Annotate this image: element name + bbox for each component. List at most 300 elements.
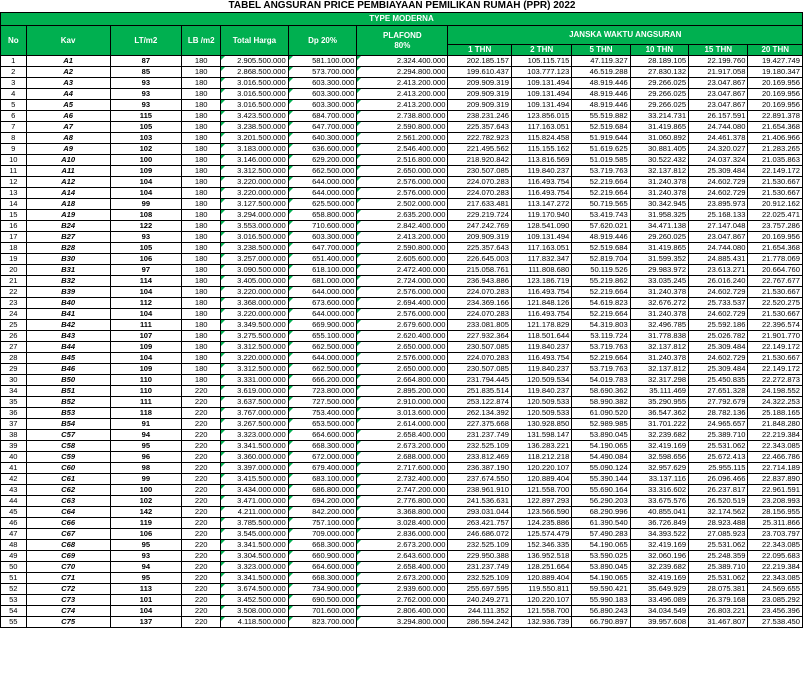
cell-y20: 21.778.069 xyxy=(748,254,803,265)
cell-y5: 53.890.045 xyxy=(572,430,630,441)
cell-plafond: 2.605.600.000 xyxy=(357,254,448,265)
cell-total: 3.674.500.000 xyxy=(221,584,289,595)
cell-y10: 34.034.549 xyxy=(630,606,688,617)
cell-y10: 39.957.608 xyxy=(630,617,688,628)
cell-lt: 95 xyxy=(110,573,182,584)
cell-kav: B54 xyxy=(26,419,110,430)
cell-y1: 238.231.246 xyxy=(448,111,511,122)
cell-y2: 109.131.494 xyxy=(511,100,571,111)
cell-total: 3.146.000.000 xyxy=(221,155,289,166)
cell-plafond: 3.013.600.000 xyxy=(357,408,448,419)
cell-plafond: 2.590.800.000 xyxy=(357,122,448,133)
cell-y2: 103.777.123 xyxy=(511,67,571,78)
cell-no: 46 xyxy=(1,518,27,529)
cell-y1: 209.909.319 xyxy=(448,100,511,111)
cell-y1: 231.794.445 xyxy=(448,375,511,386)
cell-y1: 251.835.514 xyxy=(448,386,511,397)
cell-plafond: 2.673.200.000 xyxy=(357,573,448,584)
cell-lt: 110 xyxy=(110,375,182,386)
cell-y15: 28.075.381 xyxy=(689,584,748,595)
cell-no: 4 xyxy=(1,89,27,100)
cell-y2: 119.170.940 xyxy=(511,210,571,221)
table-row xyxy=(1,507,803,518)
cell-total: 3.415.500.000 xyxy=(221,474,289,485)
table-row xyxy=(1,100,803,111)
table-row xyxy=(1,408,803,419)
plafond-label: PLAFOND xyxy=(383,30,422,40)
cell-y2: 121.558.700 xyxy=(511,606,571,617)
cell-plafond: 2.679.600.000 xyxy=(357,320,448,331)
cell-no: 52 xyxy=(1,584,27,595)
cell-plafond: 2.576.000.000 xyxy=(357,287,448,298)
cell-lb: 220 xyxy=(182,584,221,595)
cell-dp: 647.700.000 xyxy=(288,243,357,254)
cell-plafond: 2.776.800.000 xyxy=(357,496,448,507)
cell-y2: 120.509.533 xyxy=(511,397,571,408)
cell-y5: 61.090.520 xyxy=(572,408,630,419)
cell-total: 3.397.000.000 xyxy=(221,463,289,474)
cell-no: 27 xyxy=(1,342,27,353)
cell-y1: 234.369.166 xyxy=(448,298,511,309)
cell-plafond: 2.516.800.000 xyxy=(357,155,448,166)
cell-no: 51 xyxy=(1,573,27,584)
cell-lt: 99 xyxy=(110,199,182,210)
cell-dp: 683.100.000 xyxy=(288,474,357,485)
cell-y15: 24.602.729 xyxy=(689,188,748,199)
cell-total: 3.323.000.000 xyxy=(221,430,289,441)
cell-lb: 180 xyxy=(182,364,221,375)
cell-y10: 29.983.972 xyxy=(630,265,688,276)
cell-lb: 180 xyxy=(182,188,221,199)
cell-plafond: 2.561.200.000 xyxy=(357,133,448,144)
cell-dp: 658.800.000 xyxy=(288,210,357,221)
cell-dp: 664.600.000 xyxy=(288,430,357,441)
cell-total: 3.238.500.000 xyxy=(221,243,289,254)
cell-y10: 32.419.169 xyxy=(630,441,688,452)
cell-y15: 25.309.484 xyxy=(689,166,748,177)
cell-dp: 651.400.000 xyxy=(288,254,357,265)
cell-y2: 122.897.293 xyxy=(511,496,571,507)
cell-y2: 131.598.147 xyxy=(511,430,571,441)
cell-y15: 24.744.080 xyxy=(689,243,748,254)
cell-y5: 55.219.862 xyxy=(572,276,630,287)
cell-y1: 232.525.109 xyxy=(448,441,511,452)
cell-y1: 226.645.003 xyxy=(448,254,511,265)
cell-y1: 227.375.668 xyxy=(448,419,511,430)
table-row xyxy=(1,122,803,133)
cell-dp: 662.500.000 xyxy=(288,166,357,177)
cell-dp: 644.000.000 xyxy=(288,287,357,298)
cell-lt: 104 xyxy=(110,188,182,199)
cell-y20: 22.343.085 xyxy=(748,573,803,584)
cell-plafond: 2.576.000.000 xyxy=(357,309,448,320)
cell-no: 55 xyxy=(1,617,27,628)
cell-y20: 22.767.677 xyxy=(748,276,803,287)
cell-total: 3.312.500.000 xyxy=(221,166,289,177)
cell-y5: 66.790.897 xyxy=(572,617,630,628)
cell-lt: 113 xyxy=(110,584,182,595)
cell-y20: 22.891.378 xyxy=(748,111,803,122)
cell-y1: 231.237.749 xyxy=(448,562,511,573)
cell-y2: 119.840.237 xyxy=(511,342,571,353)
cell-y5: 55.390.144 xyxy=(572,474,630,485)
cell-lt: 122 xyxy=(110,221,182,232)
cell-total: 3.267.500.000 xyxy=(221,419,289,430)
cell-y15: 25.531.062 xyxy=(689,573,748,584)
cell-y1: 237.674.550 xyxy=(448,474,511,485)
cell-y1: 230.507.085 xyxy=(448,342,511,353)
cell-lb: 220 xyxy=(182,485,221,496)
cell-y15: 21.917.058 xyxy=(689,67,748,78)
cell-y15: 25.389.710 xyxy=(689,562,748,573)
cell-y5: 53.419.743 xyxy=(572,210,630,221)
cell-y1: 236.387.190 xyxy=(448,463,511,474)
cell-dp: 710.600.000 xyxy=(288,221,357,232)
cell-y2: 120.889.404 xyxy=(511,474,571,485)
table-row xyxy=(1,562,803,573)
table-row xyxy=(1,144,803,155)
cell-y20: 20.664.760 xyxy=(748,265,803,276)
cell-y15: 27.651.328 xyxy=(689,386,748,397)
cell-lt: 91 xyxy=(110,419,182,430)
cell-y10: 32.137.812 xyxy=(630,342,688,353)
table-row xyxy=(1,529,803,540)
cell-lb: 220 xyxy=(182,430,221,441)
cell-total: 3.016.500.000 xyxy=(221,100,289,111)
cell-no: 39 xyxy=(1,441,27,452)
cell-y1: 230.507.085 xyxy=(448,364,511,375)
cell-lt: 104 xyxy=(110,287,182,298)
cell-kav: A12 xyxy=(26,177,110,188)
cell-lb: 180 xyxy=(182,210,221,221)
col-header-jangka: JANSKA WAKTU ANGSURAN xyxy=(448,26,803,45)
cell-no: 24 xyxy=(1,309,27,320)
cell-kav: B39 xyxy=(26,287,110,298)
cell-y10: 31.240.378 xyxy=(630,188,688,199)
cell-y1: 233.812.469 xyxy=(448,452,511,463)
cell-plafond: 2.939.600.000 xyxy=(357,584,448,595)
table-row xyxy=(1,551,803,562)
cell-lt: 142 xyxy=(110,507,182,518)
cell-y5: 50.719.565 xyxy=(572,199,630,210)
cell-y15: 25.248.359 xyxy=(689,551,748,562)
cell-y1: 217.633.481 xyxy=(448,199,511,210)
cell-y20: 21.530.667 xyxy=(748,287,803,298)
cell-y20: 22.520.275 xyxy=(748,298,803,309)
cell-lt: 95 xyxy=(110,540,182,551)
cell-lt: 87 xyxy=(110,56,182,67)
cell-y2: 118.212.218 xyxy=(511,452,571,463)
cell-lt: 93 xyxy=(110,551,182,562)
cell-kav: C58 xyxy=(26,441,110,452)
cell-y15: 27.792.679 xyxy=(689,397,748,408)
cell-y1: 218.920.842 xyxy=(448,155,511,166)
cell-y2: 109.131.494 xyxy=(511,232,571,243)
cell-y2: 115.824.458 xyxy=(511,133,571,144)
cell-lb: 180 xyxy=(182,100,221,111)
cell-y15: 24.965.657 xyxy=(689,419,748,430)
cell-y1: 230.507.085 xyxy=(448,166,511,177)
cell-total: 3.423.500.000 xyxy=(221,111,289,122)
cell-y20: 22.343.085 xyxy=(748,441,803,452)
table-row xyxy=(1,496,803,507)
cell-plafond: 2.576.000.000 xyxy=(357,188,448,199)
cell-dp: 679.400.000 xyxy=(288,463,357,474)
cell-y15: 23.047.867 xyxy=(689,89,748,100)
cell-y2: 116.493.754 xyxy=(511,309,571,320)
cell-y15: 24.037.324 xyxy=(689,155,748,166)
cell-lb: 220 xyxy=(182,595,221,606)
cell-no: 10 xyxy=(1,155,27,166)
cell-total: 3.016.500.000 xyxy=(221,89,289,100)
cell-y20: 25.311.866 xyxy=(748,518,803,529)
cell-lb: 220 xyxy=(182,507,221,518)
table-row xyxy=(1,617,803,628)
cell-no: 12 xyxy=(1,177,27,188)
table-row xyxy=(1,375,803,386)
cell-y2: 121.848.126 xyxy=(511,298,571,309)
cell-total: 3.323.000.000 xyxy=(221,562,289,573)
cell-y5: 53.719.763 xyxy=(572,342,630,353)
cell-y15: 25.531.062 xyxy=(689,441,748,452)
cell-no: 45 xyxy=(1,507,27,518)
cell-no: 48 xyxy=(1,540,27,551)
cell-lb: 180 xyxy=(182,122,221,133)
cell-y15: 24.602.729 xyxy=(689,287,748,298)
table-row xyxy=(1,540,803,551)
cell-y20: 21.654.368 xyxy=(748,243,803,254)
cell-y1: 244.111.352 xyxy=(448,606,511,617)
cell-no: 29 xyxy=(1,364,27,375)
cell-dp: 668.300.000 xyxy=(288,540,357,551)
cell-plafond: 2.650.000.000 xyxy=(357,364,448,375)
cell-kav: A10 xyxy=(26,155,110,166)
cell-y5: 47.119.327 xyxy=(572,56,630,67)
cell-y5: 53.590.025 xyxy=(572,551,630,562)
table-row xyxy=(1,177,803,188)
cell-y2: 109.131.494 xyxy=(511,78,571,89)
cell-y15: 24.744.080 xyxy=(689,122,748,133)
cell-y5: 53.119.724 xyxy=(572,331,630,342)
cell-y2: 152.346.335 xyxy=(511,540,571,551)
cell-y10: 32.317.298 xyxy=(630,375,688,386)
cell-lb: 180 xyxy=(182,287,221,298)
cell-dp: 701.600.000 xyxy=(288,606,357,617)
cell-kav: B28 xyxy=(26,243,110,254)
cell-lt: 112 xyxy=(110,298,182,309)
cell-total: 3.619.000.000 xyxy=(221,386,289,397)
cell-total: 2.868.500.000 xyxy=(221,67,289,78)
cell-dp: 723.800.000 xyxy=(288,386,357,397)
cell-y20: 20.169.956 xyxy=(748,232,803,243)
cell-y1: 232.525.109 xyxy=(448,573,511,584)
cell-y10: 34.471.138 xyxy=(630,221,688,232)
cell-y1: 232.525.109 xyxy=(448,540,511,551)
cell-lt: 94 xyxy=(110,430,182,441)
cell-plafond: 2.688.000.000 xyxy=(357,452,448,463)
cell-total: 3.312.500.000 xyxy=(221,342,289,353)
cell-y5: 53.719.763 xyxy=(572,364,630,375)
cell-y15: 28.782.136 xyxy=(689,408,748,419)
cell-lb: 220 xyxy=(182,617,221,628)
cell-kav: C63 xyxy=(26,496,110,507)
cell-y10: 29.260.025 xyxy=(630,232,688,243)
cell-dp: 644.000.000 xyxy=(288,188,357,199)
col-header-20thn: 20 THN xyxy=(748,45,803,56)
cell-plafond: 2.635.200.000 xyxy=(357,210,448,221)
cell-dp: 668.300.000 xyxy=(288,573,357,584)
cell-no: 5 xyxy=(1,100,27,111)
cell-plafond: 2.576.000.000 xyxy=(357,177,448,188)
cell-y20: 22.837.890 xyxy=(748,474,803,485)
cell-kav: C66 xyxy=(26,518,110,529)
cell-no: 36 xyxy=(1,408,27,419)
cell-y20: 23.757.286 xyxy=(748,221,803,232)
cell-plafond: 2.650.000.000 xyxy=(357,342,448,353)
cell-y2: 119.840.237 xyxy=(511,386,571,397)
cell-y5: 56.890.243 xyxy=(572,606,630,617)
cell-plafond: 2.413.200.000 xyxy=(357,78,448,89)
cell-lb: 180 xyxy=(182,221,221,232)
cell-plafond: 2.910.000.000 xyxy=(357,397,448,408)
cell-y20: 20.912.162 xyxy=(748,199,803,210)
cell-dp: 603.300.000 xyxy=(288,89,357,100)
cell-y15: 22.199.760 xyxy=(689,56,748,67)
cell-y2: 116.493.754 xyxy=(511,177,571,188)
cell-no: 18 xyxy=(1,243,27,254)
cell-y1: 238.961.910 xyxy=(448,485,511,496)
cell-y1: 255.697.595 xyxy=(448,584,511,595)
cell-kav: C74 xyxy=(26,606,110,617)
table-row xyxy=(1,595,803,606)
cell-y5: 58.990.382 xyxy=(572,397,630,408)
cell-lb: 180 xyxy=(182,78,221,89)
cell-dp: 581.100.000 xyxy=(288,56,357,67)
cell-y2: 128.541.090 xyxy=(511,221,571,232)
cell-total: 4.118.500.000 xyxy=(221,617,289,628)
table-row xyxy=(1,254,803,265)
cell-y1: 199.610.437 xyxy=(448,67,511,78)
table-row xyxy=(1,485,803,496)
cell-y5: 55.090.124 xyxy=(572,463,630,474)
cell-y20: 23.703.797 xyxy=(748,529,803,540)
cell-y1: 224.070.283 xyxy=(448,353,511,364)
cell-plafond: 2.472.400.000 xyxy=(357,265,448,276)
cell-plafond: 2.738.800.000 xyxy=(357,111,448,122)
cell-y15: 26.520.519 xyxy=(689,496,748,507)
cell-lt: 111 xyxy=(110,397,182,408)
cell-y15: 25.672.413 xyxy=(689,452,748,463)
plafond-percent: 80% xyxy=(394,40,411,50)
cell-y20: 21.530.667 xyxy=(748,309,803,320)
cell-dp: 686.800.000 xyxy=(288,485,357,496)
cell-y1: 241.536.631 xyxy=(448,496,511,507)
cell-lt: 115 xyxy=(110,111,182,122)
table-row xyxy=(1,320,803,331)
cell-dp: 640.300.000 xyxy=(288,133,357,144)
cell-no: 35 xyxy=(1,397,27,408)
table-row xyxy=(1,89,803,100)
cell-y2: 116.493.754 xyxy=(511,287,571,298)
cell-y10: 31.419.865 xyxy=(630,122,688,133)
table-row xyxy=(1,430,803,441)
cell-kav: A18 xyxy=(26,199,110,210)
cell-y1: 209.909.319 xyxy=(448,89,511,100)
cell-y2: 119.550.811 xyxy=(511,584,571,595)
cell-y5: 51.919.644 xyxy=(572,133,630,144)
col-header-2thn: 2 THN xyxy=(511,45,571,56)
cell-kav: C75 xyxy=(26,617,110,628)
table-row xyxy=(1,188,803,199)
cell-y2: 136.283.221 xyxy=(511,441,571,452)
cell-no: 44 xyxy=(1,496,27,507)
cell-plafond: 2.762.000.000 xyxy=(357,595,448,606)
cell-total: 3.360.000.000 xyxy=(221,452,289,463)
cell-lt: 111 xyxy=(110,320,182,331)
cell-y5: 51.619.625 xyxy=(572,144,630,155)
cell-y15: 25.592.186 xyxy=(689,320,748,331)
cell-lt: 109 xyxy=(110,166,182,177)
cell-y5: 54.019.783 xyxy=(572,375,630,386)
cell-y15: 24.602.729 xyxy=(689,309,748,320)
table-row xyxy=(1,584,803,595)
cell-no: 47 xyxy=(1,529,27,540)
cell-y5: 48.919.446 xyxy=(572,78,630,89)
cell-total: 3.220.000.000 xyxy=(221,188,289,199)
cell-no: 38 xyxy=(1,430,27,441)
cell-y10: 30.522.432 xyxy=(630,155,688,166)
table-body xyxy=(1,56,803,628)
cell-plafond: 2.546.400.000 xyxy=(357,144,448,155)
cell-y20: 22.714.189 xyxy=(748,463,803,474)
cell-y5: 46.519.288 xyxy=(572,67,630,78)
cell-kav: C60 xyxy=(26,463,110,474)
cell-lt: 94 xyxy=(110,562,182,573)
cell-y15: 25.955.115 xyxy=(689,463,748,474)
cell-total: 4.211.000.000 xyxy=(221,507,289,518)
cell-no: 50 xyxy=(1,562,27,573)
cell-y5: 53.890.045 xyxy=(572,562,630,573)
cell-no: 40 xyxy=(1,452,27,463)
cell-total: 3.341.500.000 xyxy=(221,573,289,584)
cell-lt: 93 xyxy=(110,78,182,89)
cell-no: 6 xyxy=(1,111,27,122)
cell-y10: 32.496.785 xyxy=(630,320,688,331)
cell-y1: 247.242.769 xyxy=(448,221,511,232)
cell-no: 23 xyxy=(1,298,27,309)
cell-y15: 24.602.729 xyxy=(689,177,748,188)
cell-kav: B46 xyxy=(26,364,110,375)
cell-total: 3.767.000.000 xyxy=(221,408,289,419)
table-row xyxy=(1,111,803,122)
cell-dp: 629.200.000 xyxy=(288,155,357,166)
cell-y10: 31.060.892 xyxy=(630,133,688,144)
cell-y1: 224.070.283 xyxy=(448,188,511,199)
cell-y15: 26.379.168 xyxy=(689,595,748,606)
cell-plafond: 2.717.600.000 xyxy=(357,463,448,474)
cell-dp: 668.300.000 xyxy=(288,441,357,452)
cell-y15: 24.885.431 xyxy=(689,254,748,265)
cell-total: 3.294.000.000 xyxy=(221,210,289,221)
cell-plafond: 2.836.000.000 xyxy=(357,529,448,540)
cell-y10: 32.137.812 xyxy=(630,364,688,375)
cell-y20: 23.208.993 xyxy=(748,496,803,507)
cell-dp: 734.900.000 xyxy=(288,584,357,595)
cell-lt: 100 xyxy=(110,485,182,496)
cell-y15: 25.168.133 xyxy=(689,210,748,221)
cell-plafond: 2.842.400.000 xyxy=(357,221,448,232)
cell-plafond: 2.658.400.000 xyxy=(357,430,448,441)
